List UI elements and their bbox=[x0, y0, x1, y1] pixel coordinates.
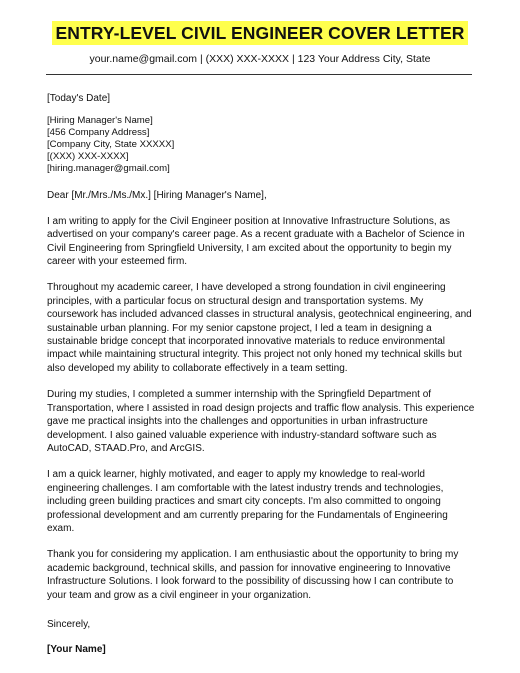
recipient-address bbox=[47, 115, 475, 175]
header-divider bbox=[46, 74, 472, 75]
greeting: Dear [Mr./Mrs./Ms./Mx.] [Hiring Manager's Name], bbox=[47, 190, 267, 202]
paragraph-academic: Throughout my academic career, I have developed a strong foundation in civil engineering principles, with a particular focus on structural design and transportation systems. My coursework has included advanced classes in structural analysis, geotechnical engineering, and sustainable urban planning. For my senior capstone project, I led a team in designing a sustainable bridge concept that incorporated innovative materials to reduce environmental impact while maintaining structural integrity. This project not only honed my technical skills but also developed my ability to collaborate effectively in a team setting. bbox=[47, 282, 472, 374]
closing: Sincerely, bbox=[47, 618, 91, 630]
paragraph-thanks: Thank you for considering my application. I am enthusiastic about the opportunity to bring my academic background, technical skills, and passion for innovative engineering to Innovative Infrastructure Solutions. I look forward to the possibility of discussing how I can contribute to your team and grow as a civil engineer in your organization. bbox=[47, 549, 459, 601]
paragraph-motivation: I am a quick learner, highly motivated, and eager to apply my knowledge to real-world engineering challenges. I am comfortable with the latest industry trends and technologies, including green building practices and smart city concepts. I'm also committed to ongoing professional development and am currently preparing for the Fundamentals of Engineering exam. bbox=[47, 469, 448, 534]
recipient-line: [Company City, State XXXXX] bbox=[47, 139, 175, 151]
recipient-line: [hiring.manager@gmail.com] bbox=[47, 163, 170, 175]
signature-name: [Your Name] bbox=[47, 644, 106, 656]
paragraph-internship: During my studies, I completed a summer internship with the Springfield Department of Transportation, where I assisted in road design projects and traffic flow analysis. This experience gave me practical insights into the challenges and opportunities in urban infrastructure development. I also gained valuable experience with industry-standard software such as AutoCAD, STAAD.Pro, and ArcGIS. bbox=[47, 389, 475, 454]
recipient-line: [456 Company Address] bbox=[47, 127, 150, 139]
recipient-line: [Hiring Manager's Name] bbox=[47, 115, 153, 127]
letter-body bbox=[47, 92, 475, 657]
recipient-line: [(XXX) XXX-XXXX] bbox=[47, 151, 129, 163]
contact-info: your.name@gmail.com | (XXX) XXX-XXXX | 123 Your Address City, State bbox=[89, 53, 431, 65]
page-title: ENTRY-LEVEL CIVIL ENGINEER COVER LETTER bbox=[52, 21, 467, 45]
paragraph-intro: I am writing to apply for the Civil Engineer position at Innovative Infrastructure Solutions, as advertised on your company's career page. As a recent graduate with a Bachelor of Science in Civil Engineering from Springfield University, I am excited about the opportunity to begin my career with your esteemed firm. bbox=[47, 215, 465, 268]
title-wrapper bbox=[0, 21, 520, 45]
letter-date: [Today's Date] bbox=[47, 93, 111, 104]
